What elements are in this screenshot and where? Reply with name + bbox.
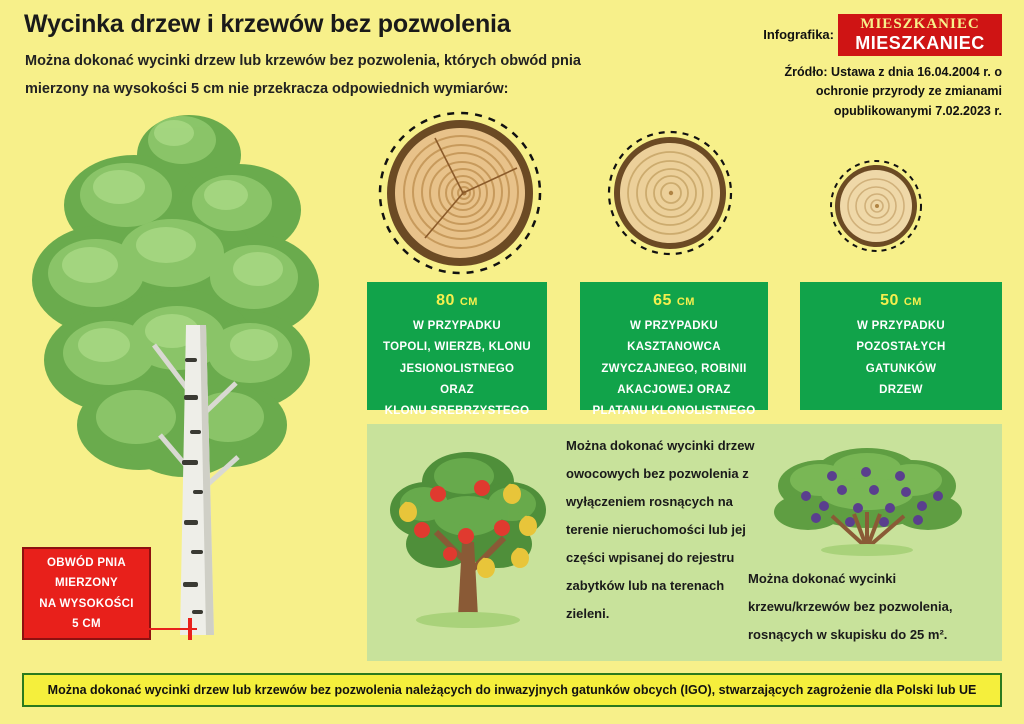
trunk-cross-section-small: [828, 158, 924, 254]
callout-line-3: NA WYSOKOŚCI: [39, 597, 134, 610]
measure-box-80: [367, 282, 547, 418]
measure-callout: [22, 547, 151, 640]
measure-unit: CM: [459, 296, 478, 308]
desc-line: AKACJOWEJ ORAZ: [617, 383, 731, 396]
desc-line: KLONU SREBRZYSTEGO: [384, 405, 530, 418]
footer-note: [22, 673, 1002, 707]
desc-line: W PRZYPADKU: [629, 320, 719, 332]
callout-line-2: MIERZONY: [54, 577, 119, 590]
measure-desc-50: [800, 316, 1002, 401]
desc-line: DRZEW: [879, 383, 923, 396]
page-subtitle: Można dokonać wycinki drzew lub krzewów bez pozwolenia, których obwód pnia mierzony na wysokości 5 cm nie przekracza odpowiednich wymiarów:: [25, 53, 581, 97]
trunk-cross-section-medium: [605, 128, 735, 258]
measure-number: 80: [436, 292, 455, 309]
desc-line: W PRZYPADKU: [412, 320, 502, 332]
page-title: Wycinka drzew i krzewów bez pozwolenia: [24, 10, 511, 38]
desc-line: ZWYCZAJNEGO, ROBINII: [601, 362, 747, 375]
fruit-tree-rule-text: Można dokonać wycinki drzew owocowych bez pozwolenia z wyłączeniem rosnących na terenie nieruchomości lub jej części wpisanej do rejestru zabytków lub na terenach zieleni.: [566, 438, 755, 621]
source-note: Źródło: Ustawa z dnia 16.04.2004 r. o ochronie przyrody ze zmianami opublikowanymi 7.02.2023 r.: [784, 65, 1002, 118]
fruit-tree-illustration: [378, 432, 558, 652]
desc-line: PLATANU KLONOLISTNEGO: [592, 405, 756, 418]
measure-box-50: [800, 282, 1002, 410]
measure-number: 65: [653, 292, 672, 309]
measure-value-65: [580, 292, 768, 310]
desc-line: ORAZ: [440, 383, 474, 396]
measure-desc-80: [367, 316, 547, 422]
measure-box-65: [580, 282, 768, 418]
callout-line-1: OBWÓD PNIA: [46, 557, 127, 570]
measure-unit: CM: [903, 296, 922, 308]
footer-text: Można dokonać wycinki drzew lub krzewów bez pozwolenia należących do inwazyjnych gatunków obcych (IGO), stwarzających zagrożenie dla Polski lub UE: [47, 683, 977, 697]
desc-line: W PRZYPADKU: [856, 320, 946, 332]
callout-line-4: 5 CM: [72, 617, 101, 630]
logo-top-text: MIESZKANIEC: [860, 16, 980, 32]
desc-line: TOPOLI, WIERZB, KLONU: [383, 341, 531, 354]
measure-desc-65: [580, 316, 768, 422]
publisher-logo: [838, 14, 1002, 56]
shrub-rule-text: Można dokonać wycinki krzewu/krzewów bez pozwolenia, rosnących w skupisku do 25 m².: [748, 571, 953, 642]
trunk-cross-section-large: [375, 108, 545, 278]
measure-unit: CM: [676, 296, 695, 308]
callout-pointer-cap: [188, 618, 192, 640]
shrub-illustration: [762, 438, 977, 568]
logo-bottom-text: MIESZKANIEC: [855, 33, 985, 53]
desc-line: JESIONOLISTNEGO: [399, 362, 515, 375]
desc-line: GATUNKÓW: [865, 362, 937, 375]
desc-line: KASZTANOWCA: [627, 341, 721, 354]
measure-number: 50: [880, 292, 899, 309]
measure-value-50: [800, 292, 1002, 310]
infografika-label: Infografika:: [763, 27, 834, 42]
measure-value-80: [367, 292, 547, 310]
desc-line: POZOSTAŁYCH: [856, 341, 946, 354]
